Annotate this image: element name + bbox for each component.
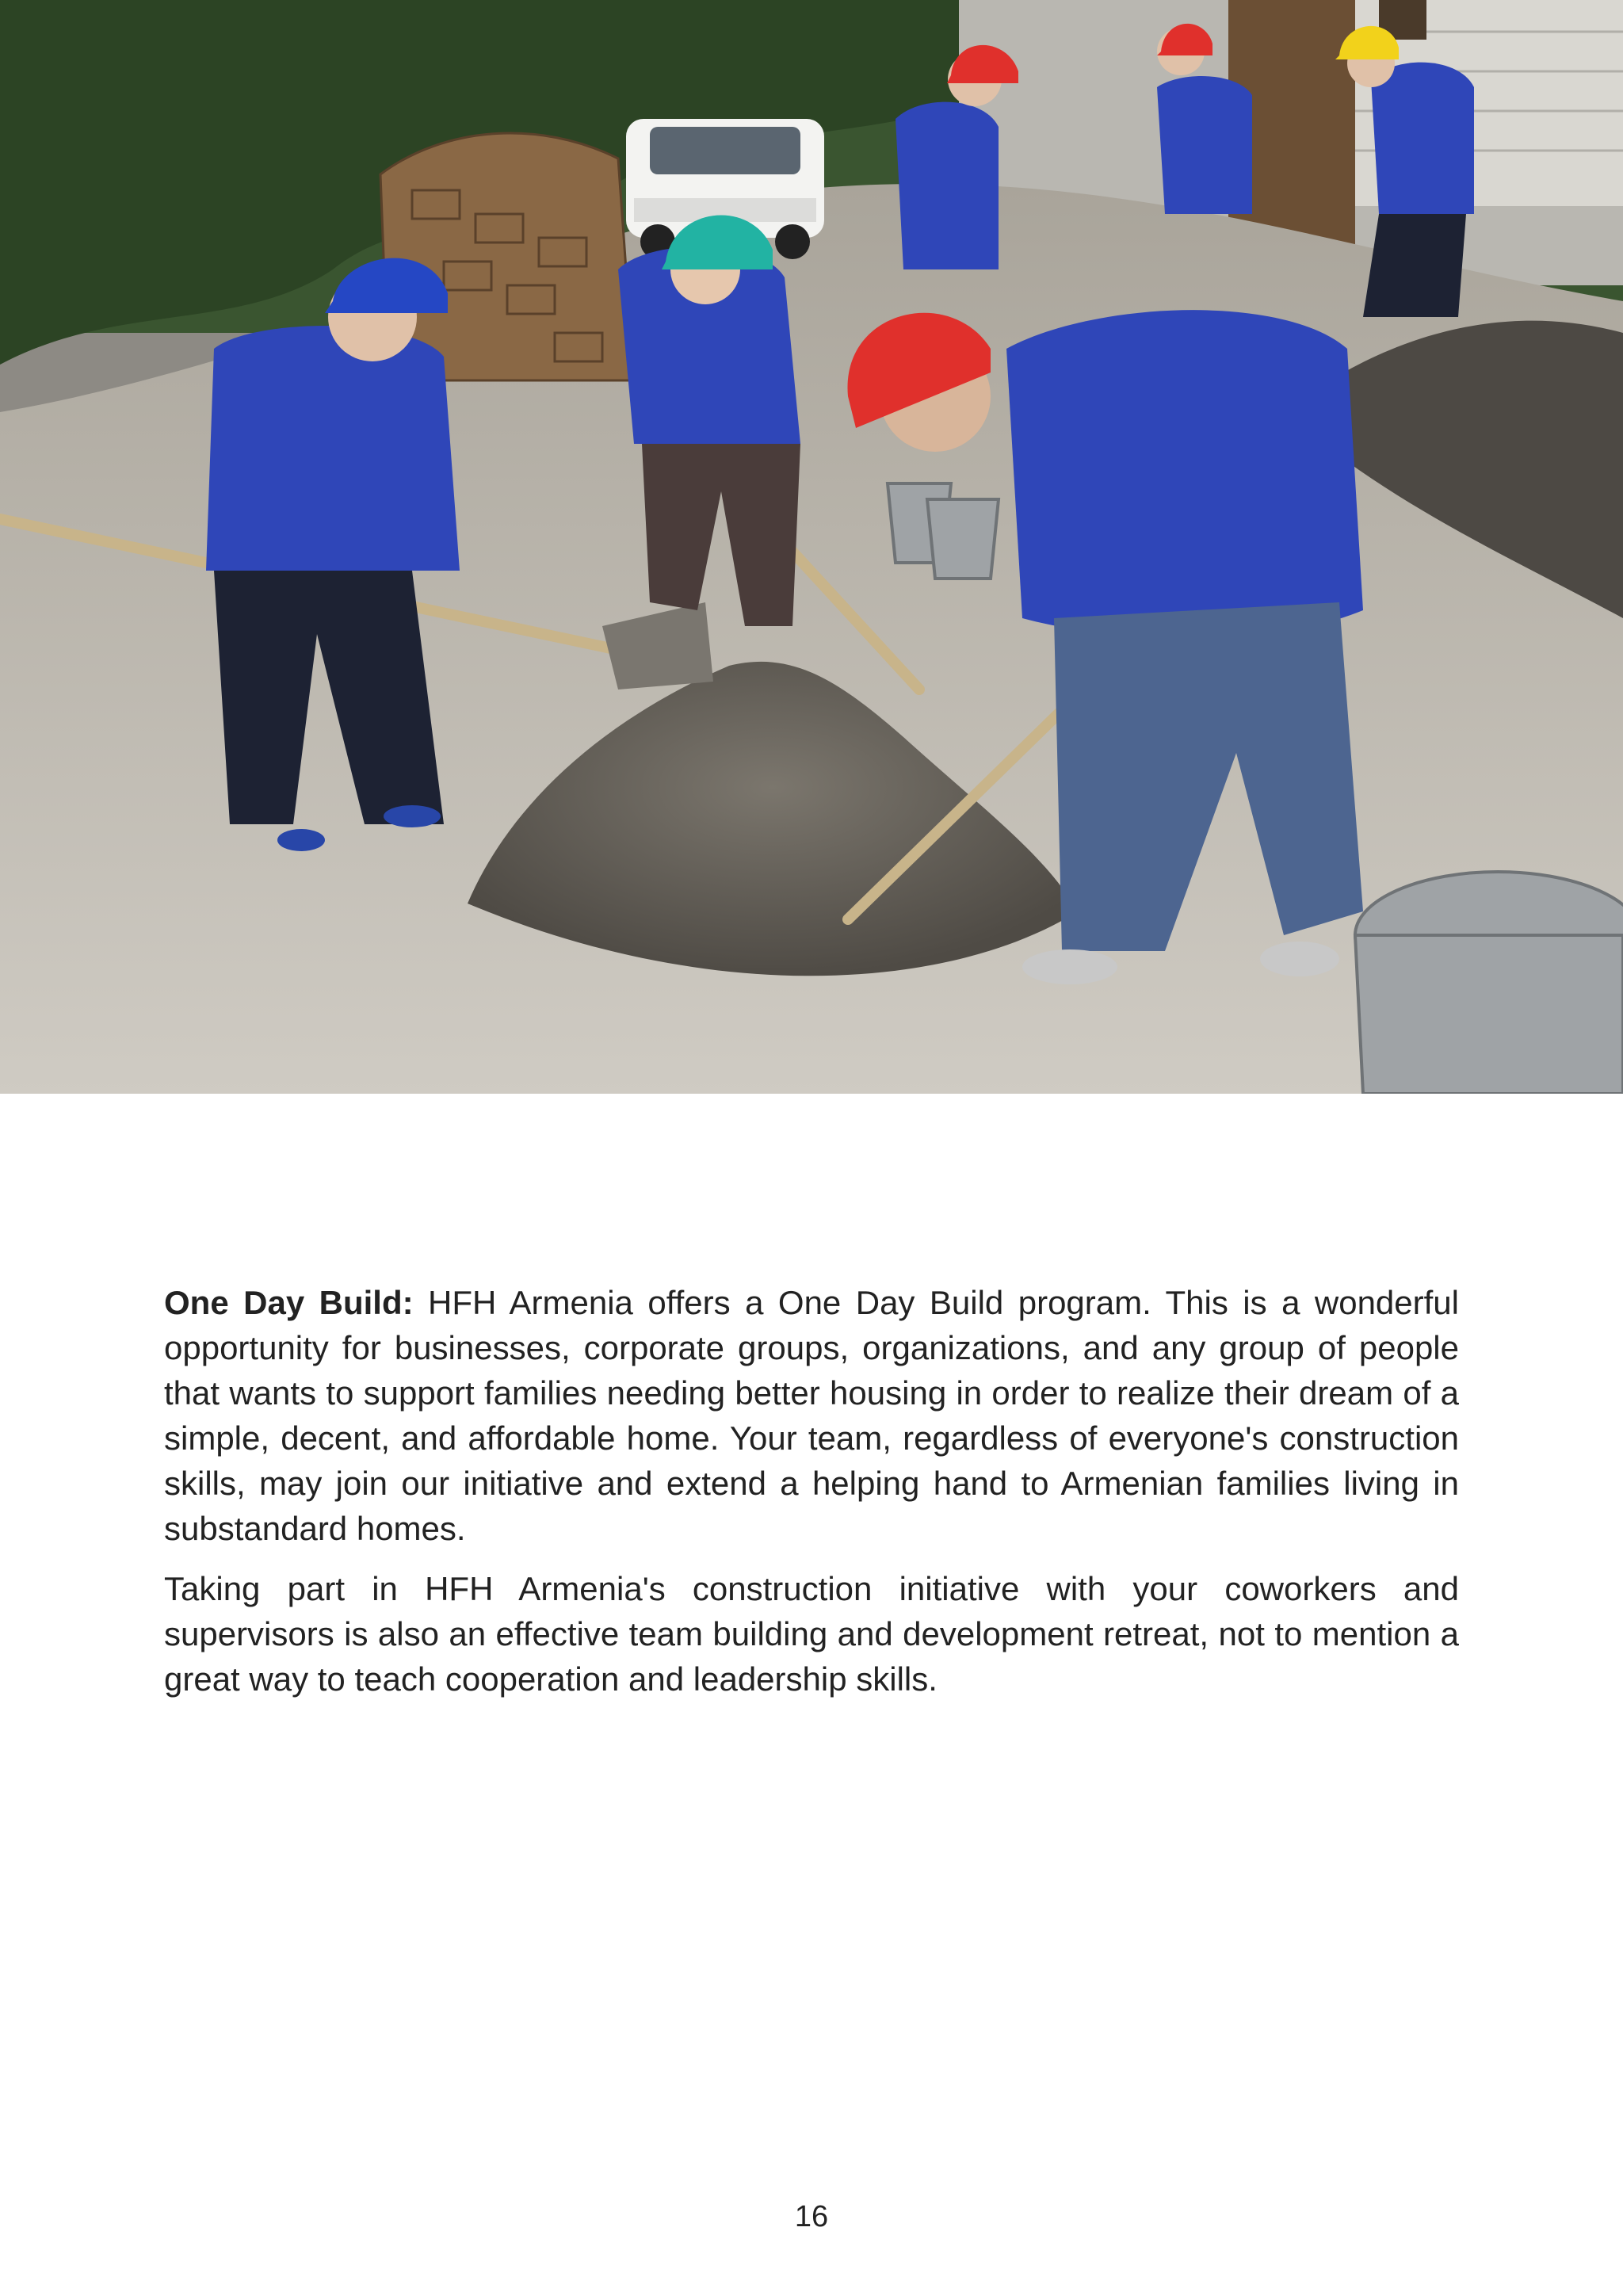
paragraph-lead: One Day Build: [164,1284,414,1321]
volunteer-construction-photo [0,0,1623,1094]
body-text [164,1280,1459,1717]
page-number: 16 [794,2200,829,2233]
photo-illustration [0,0,1623,1094]
paragraph-text: HFH Armenia offers a One Day Build program. This is a wonderful opportunity for businesses, corporate groups, organizations, and any group of people that wants to support families needing better housing in order to realize their dream of a simple, decent, and affordable home. Your team, regardless of everyone's construction skills, may join our initiative and extend a helping hand to Armenian families living in substandard homes. [164,1284,1459,1547]
paragraph-one-day-build [164,1280,1459,1551]
paragraph-team-building: Taking part in HFH Armenia's construction initiative with your coworkers and supervisors is also an effective team building and development retreat, not to mention a great way to teach cooperation and leadership skills. [164,1570,1459,1698]
